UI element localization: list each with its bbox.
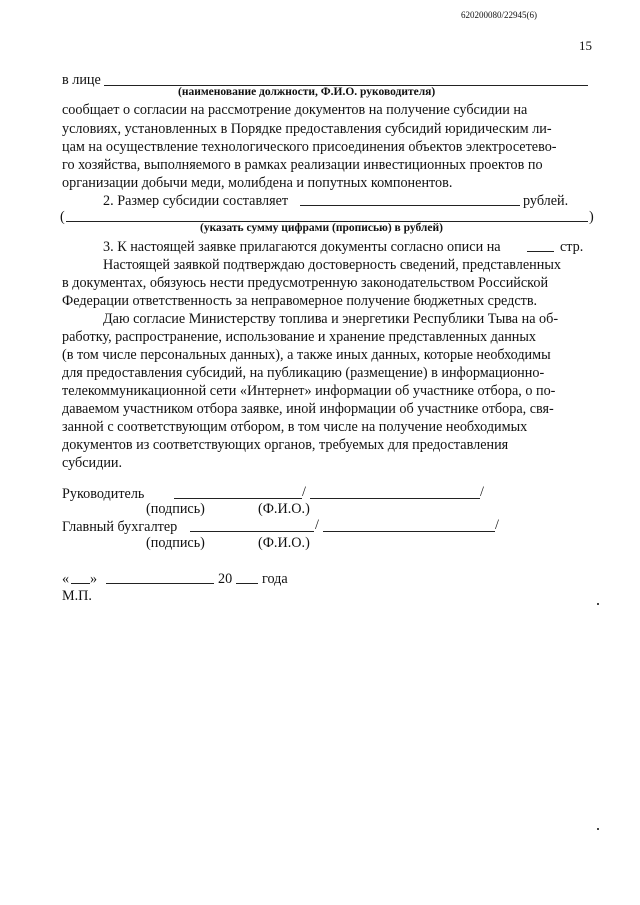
accountant-label: Главный бухгалтер — [62, 519, 178, 535]
page-number: 15 — [579, 38, 592, 53]
consent-line: сообщает о согласии на рассмотрение документов на получение субсидии на — [62, 102, 528, 118]
attachments-unit: стр. — [560, 239, 584, 255]
fio-caption: (Ф.И.О.) — [258, 501, 310, 517]
v-litse-label: в лице — [62, 72, 101, 88]
representative-caption: (наименование должности, Ф.И.О. руководителя) — [178, 86, 436, 98]
subsidy-amount-line — [300, 205, 520, 206]
day-line — [71, 583, 90, 584]
subsidy-amount-label: 2. Размер субсидии составляет — [103, 193, 289, 209]
paren-close: ) — [589, 209, 594, 225]
stamp-place: М.П. — [62, 588, 92, 604]
accountant-name-line — [323, 531, 495, 532]
scan-speck — [597, 828, 599, 830]
paren-open: ( — [60, 209, 65, 225]
agree-line: Даю согласие Министерству топлива и энергетики Республики Тыва на об- — [103, 311, 559, 327]
agree-line: субсидии. — [62, 455, 123, 471]
confirm-line: Федерации ответственность за неправомерное получение бюджетных средств. — [62, 293, 538, 309]
year-suffix: года — [262, 571, 288, 587]
consent-line: го хозяйства, выполняемого в рамках реализации инвестиционных проектов по — [62, 157, 543, 173]
agree-line: занной с соответствующим отбором, в том числе на получение необходимых — [62, 419, 528, 435]
month-line — [106, 583, 214, 584]
slash: / — [315, 517, 319, 533]
date-open-quote: « — [62, 571, 70, 587]
slash: / — [495, 517, 499, 533]
consent-line: организации добычи меди, молибдена и попутных компонентов. — [62, 175, 453, 191]
document-id: 620200080/22945(6) — [461, 10, 537, 20]
podpis-caption: (подпись) — [146, 535, 205, 551]
pages-count-line — [527, 251, 554, 252]
slash: / — [480, 484, 484, 500]
attachments-label: 3. К настоящей заявке прилагаются документы согласно описи на — [103, 239, 501, 255]
accountant-signature-line — [190, 531, 314, 532]
date-close-quote: » — [90, 571, 98, 587]
podpis-caption: (подпись) — [146, 501, 205, 517]
slash: / — [302, 484, 306, 500]
consent-line: условиях, установленных в Порядке предоставления субсидий юридическим ли- — [62, 121, 552, 137]
head-signature-line — [174, 498, 302, 499]
sum-caption: (указать сумму цифрами (прописью) в рублей) — [200, 222, 443, 234]
agree-line: (в том числе персональных данных), а также иных данных, которые необходимы — [62, 347, 551, 363]
head-label: Руководитель — [62, 486, 145, 502]
consent-line: цам на осуществление технологического присоединения объектов электросетево- — [62, 139, 557, 155]
agree-line: работку, распространение, использование и хранение представленных данных — [62, 329, 537, 345]
year-line — [236, 583, 258, 584]
scan-speck — [597, 603, 599, 605]
fio-caption: (Ф.И.О.) — [258, 535, 310, 551]
confirm-line: Настоящей заявкой подтверждаю достоверность сведений, представленных — [103, 257, 561, 273]
agree-line: даваемом участником отбора заявке, иной информации об участнике отбора, свя- — [62, 401, 554, 417]
agree-line: документов из соответствующих органов, требуемых для предоставления — [62, 437, 509, 453]
head-name-line — [310, 498, 480, 499]
agree-line: для предоставления субсидий, на публикацию (размещение) в информационно- — [62, 365, 545, 381]
year-prefix: 20 — [218, 571, 233, 587]
agree-line: телекоммуникационной сети «Интернет» информации об участнике отбора, о по- — [62, 383, 556, 399]
confirm-line: в документах, обязуюсь нести предусмотренную законодательством Российской — [62, 275, 549, 291]
subsidy-unit: рублей. — [523, 193, 569, 209]
